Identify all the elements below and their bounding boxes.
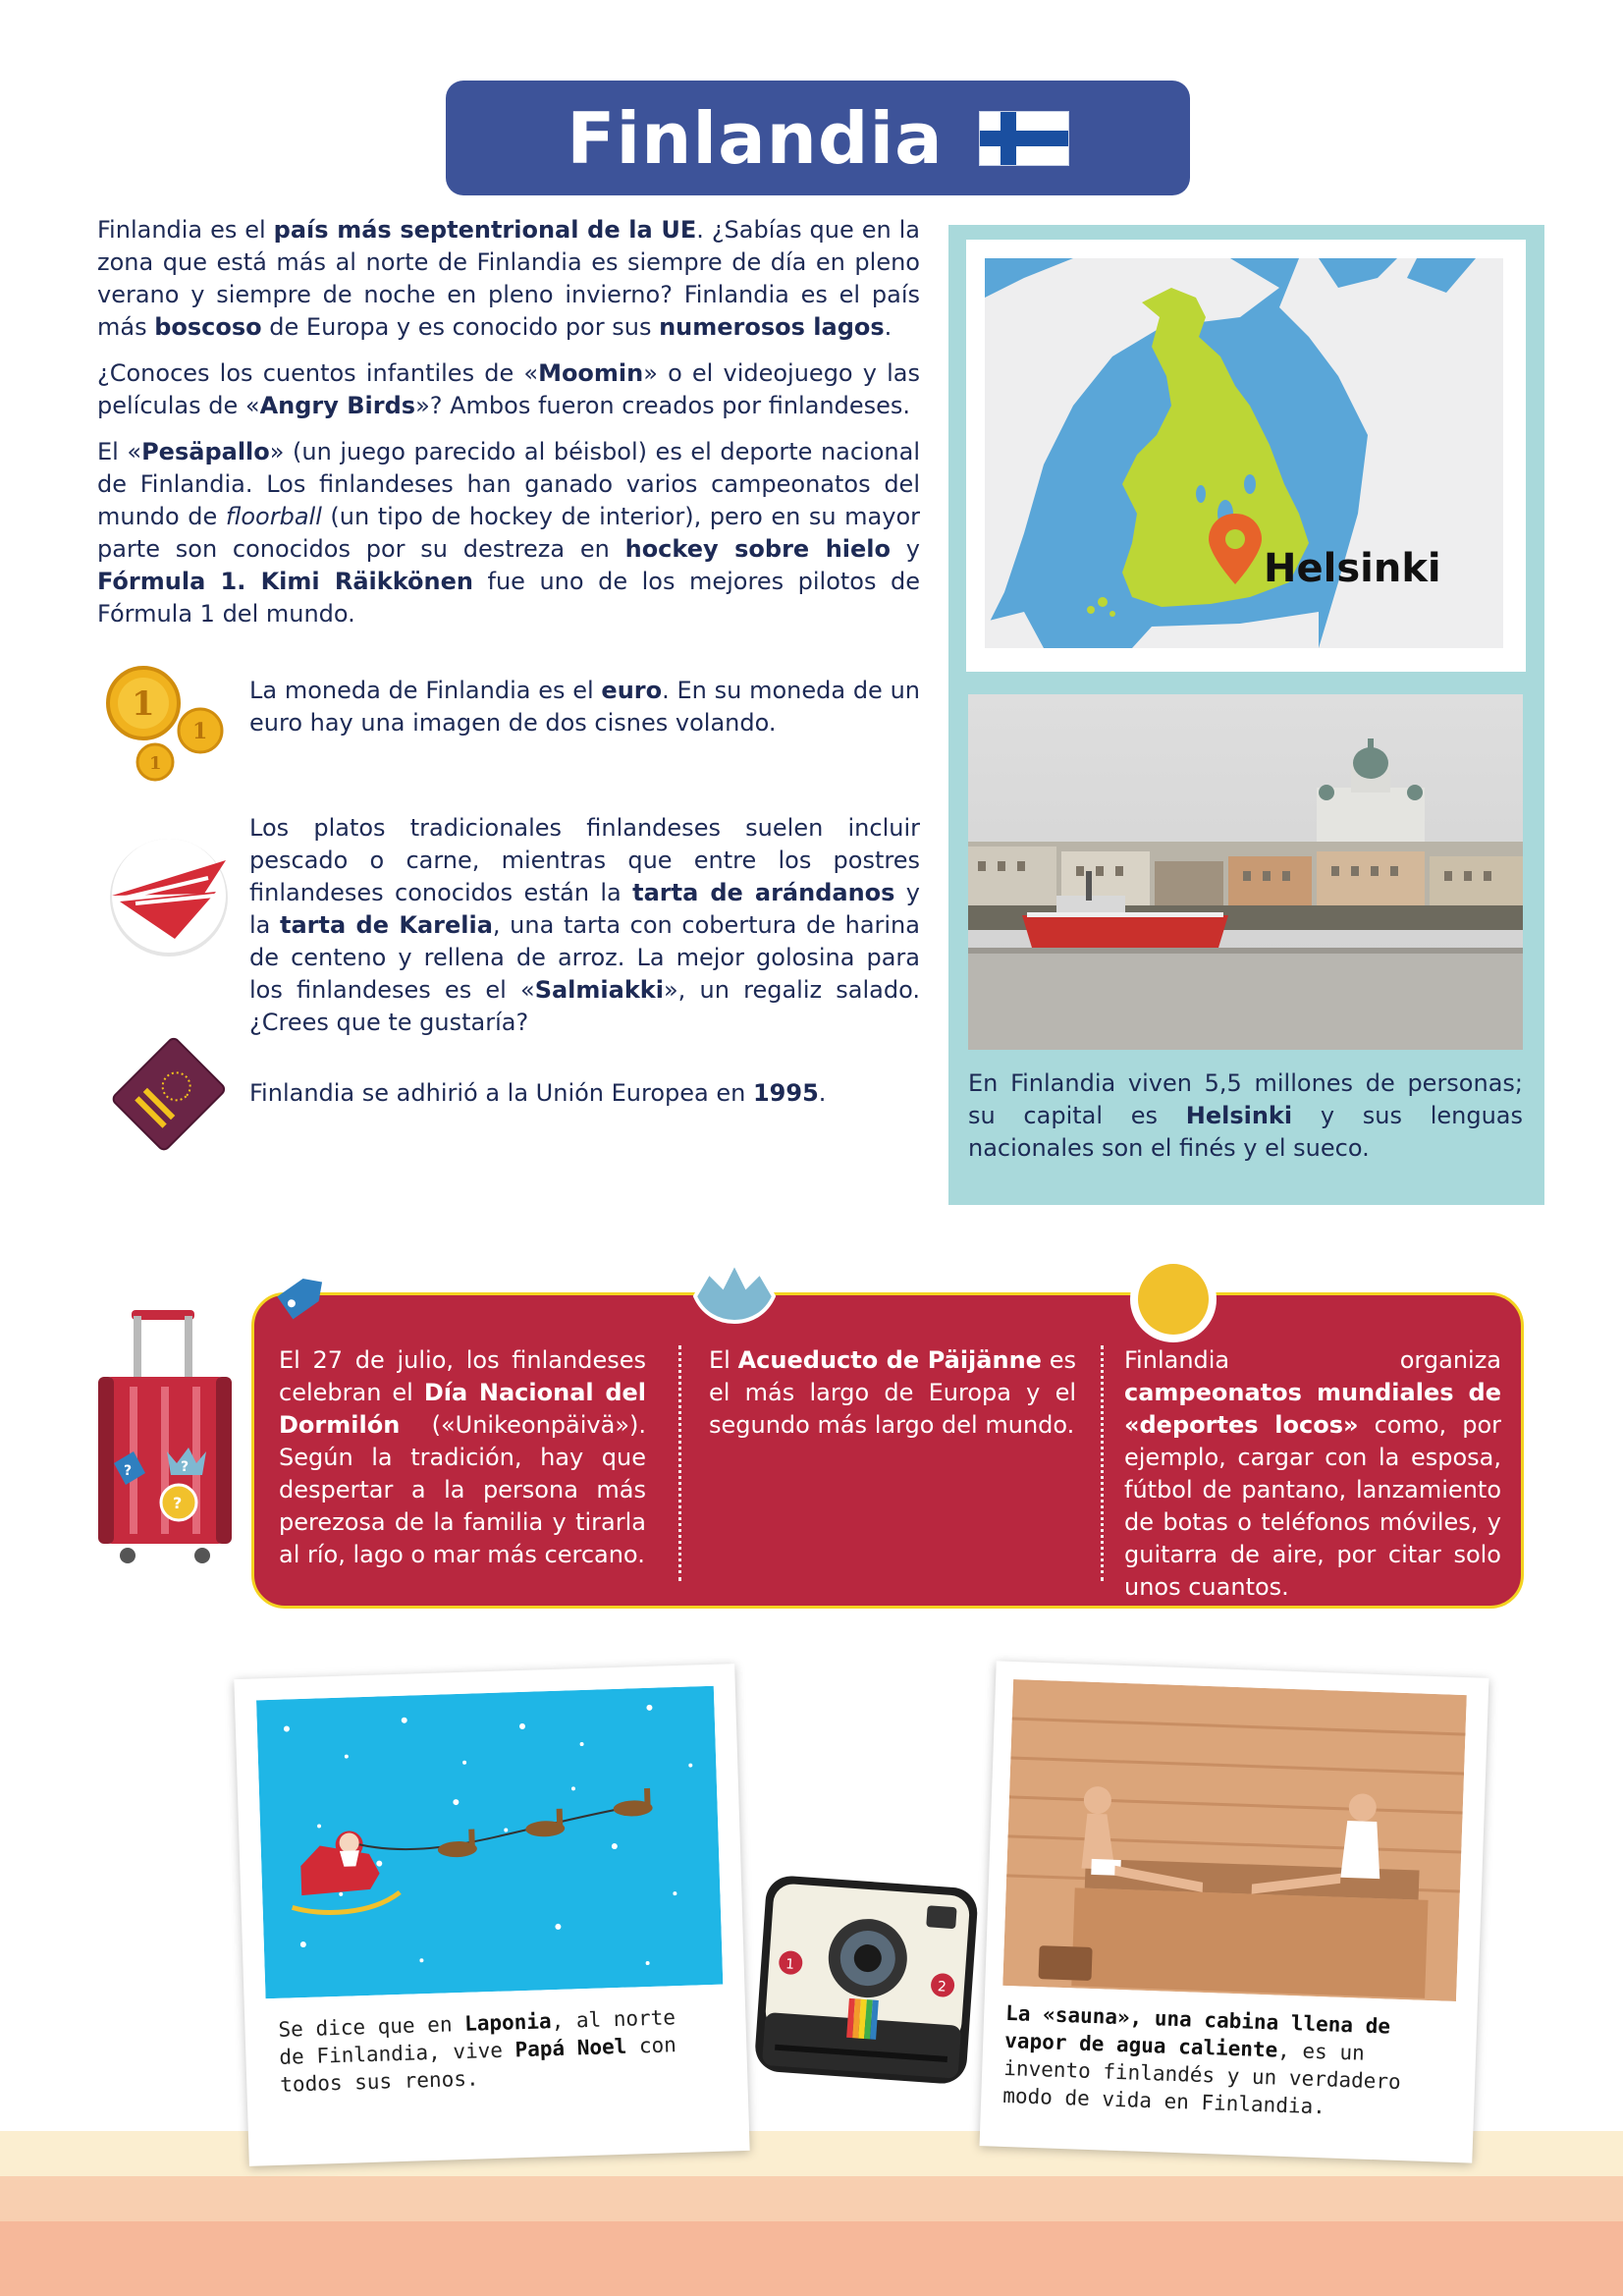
sauna-caption: [1002, 1999, 1458, 2125]
text-run: Finlandia se adhirió a la Unión Europea en: [249, 1079, 753, 1107]
intro-paragraph-3: [97, 436, 920, 630]
text-run: La moneda de Finlandia es el: [249, 677, 602, 704]
text-run: .: [884, 313, 893, 341]
santa-sleigh-illustration: [256, 1686, 723, 1998]
text-run: » (un juego parecido al béisbol) es el deporte nacional de Finlandia. Los finlandeses han ganado varios campeonatos del mundo de: [97, 438, 920, 530]
svg-text:?: ?: [181, 1459, 189, 1475]
bold-text: Salmiakki: [534, 976, 664, 1004]
bold-text: Laponia: [463, 2009, 552, 2036]
bold-text: tarta de Karelia: [280, 911, 493, 939]
svg-text:2: 2: [937, 1979, 947, 1995]
text-run: de Europa y es conocido por sus: [261, 313, 660, 341]
text-run: y sus lenguas nacionales son el finés y el sueco.: [968, 1102, 1523, 1162]
bold-text: boscoso: [154, 313, 262, 341]
sun-badge-icon: [1126, 1252, 1220, 1346]
sauna-illustration: [1002, 1679, 1467, 2001]
text-run: es el más largo de Europa y el segundo más largo del mundo.: [709, 1346, 1076, 1439]
bold-text: Día Nacional del Dormilón: [279, 1379, 647, 1439]
bold-text: euro: [601, 677, 663, 704]
bold-text: La «sauna», una cabina llena de vapor de agua caliente: [1003, 2000, 1391, 2062]
text-run: Los platos tradicionales finlandeses suelen incluir pescado o carne, mientras que entre los postres finlandeses conocidos están la: [249, 814, 920, 906]
text-run: , una tarta con cobertura de harina de centeno y rellena de arroz. La mejor golosina para los finlandeses es el «: [249, 911, 920, 1004]
text-run: El 27 de julio, los finlandeses celebran el: [279, 1346, 646, 1406]
text-run: », un regaliz salado. ¿Crees que te gustaría?: [249, 976, 920, 1036]
text-run: El: [709, 1346, 738, 1374]
text-run: y: [891, 535, 920, 563]
text-run: ¿Conoces los cuentos infantiles de «: [97, 359, 539, 387]
bold-text: Fórmula 1. Kimi Räikkönen: [97, 568, 473, 595]
bold-text: Moomin: [538, 359, 644, 387]
fun-fact-dormilon: [279, 1344, 646, 1571]
text-run: con todos sus renos.: [279, 2033, 677, 2097]
bold-text: hockey sobre hielo: [624, 535, 892, 563]
passport-icon: [110, 1031, 232, 1153]
bold-text: país más septentrional de la UE: [273, 216, 697, 244]
intro-paragraph-1: [97, 214, 920, 344]
text-run: »? Ambos fueron creados por finlandeses.: [415, 392, 911, 419]
population-text: [968, 1067, 1523, 1165]
suitcase-icon: [94, 1306, 236, 1571]
footer-stripe: [0, 2221, 1623, 2296]
column-divider: [678, 1345, 681, 1581]
bold-text: Acueducto de Päijänne: [737, 1346, 1042, 1374]
footer-stripe: [0, 2176, 1623, 2221]
page-title: Finlandia: [567, 96, 944, 180]
text-run: (un tipo de hockey de interior), pero en su mayor parte son conocidos por su destreza en: [97, 503, 921, 563]
text-run: y la: [249, 879, 920, 939]
crown-badge-icon: [687, 1257, 782, 1328]
bold-text: Angry Birds: [259, 392, 416, 419]
text-run: En Finlandia viven 5,5 millones de personas; su capital es: [968, 1069, 1523, 1129]
map-city-label: Helsinki: [1264, 546, 1441, 591]
text-run: .: [818, 1079, 827, 1107]
text-run: («Unikeonpäivä»). Según la tradición, hay que despertar a la persona más perezosa de la familia y tirarla al río, lago o mar más cercano.: [279, 1411, 646, 1568]
text-run: Finlandia es el: [97, 216, 274, 244]
column-divider: [1101, 1345, 1104, 1581]
text-run: . ¿Sabías que en la zona que está más al norte de Finlandia es siempre de día en pleno verano y siempre de noche en pleno invierno? Finlandia es el país más: [97, 216, 920, 341]
currency-text: [249, 675, 920, 739]
finland-flag-icon: [979, 111, 1069, 166]
bold-text: Helsinki: [1185, 1102, 1293, 1129]
svg-text:1: 1: [784, 1956, 795, 1973]
text-run: Finlandia organiza: [1124, 1346, 1501, 1374]
bold-text: numerosos lagos: [659, 313, 885, 341]
polaroid-sauna: [980, 1661, 1489, 2162]
text-run: , es un invento finlandés y un verdadero modo de vida en Finlandia.: [1001, 2038, 1402, 2119]
polaroid-santa: [234, 1664, 749, 2166]
bold-text: 1995: [752, 1079, 819, 1107]
text-run: , al norte de Finlandia, vive: [279, 2005, 676, 2069]
food-tray-icon: [106, 835, 232, 960]
text-run: como, por ejemplo, cargar con la esposa, fútbol de pantano, lanzamiento de botas o teléfonos móviles, y guitarra de aire, por citar solo unos cuantos.: [1124, 1411, 1501, 1601]
tag-icon: [267, 1261, 336, 1330]
bold-text: Papá Noel: [514, 2034, 627, 2062]
italic-text: floorball: [225, 503, 322, 530]
text-run: » o el videojuego y las películas de «: [97, 359, 920, 419]
intro-paragraph-2: [97, 357, 920, 422]
bold-text: Pesäpallo: [141, 438, 270, 465]
svg-text:1: 1: [192, 719, 208, 744]
fun-fact-acueducto: [709, 1344, 1076, 1442]
fun-fact-deportes-locos: [1124, 1344, 1501, 1604]
euro-coins-icon: [102, 660, 230, 788]
text-run: fue uno de los mejores pilotos de Fórmula 1 del mundo.: [97, 568, 920, 628]
instant-camera-icon: [750, 1872, 982, 2096]
title-banner: [446, 81, 1190, 195]
svg-text:?: ?: [173, 1494, 183, 1512]
text-run: Se dice que en: [278, 2011, 465, 2042]
svg-text:1: 1: [149, 753, 162, 774]
text-run: El «: [97, 438, 142, 465]
food-text: [249, 812, 920, 1039]
svg-text:1: 1: [132, 684, 155, 724]
helsinki-harbor-photo: [968, 694, 1523, 1050]
text-run: . En su moneda de un euro hay una imagen de dos cisnes volando.: [249, 677, 920, 737]
eu-text: [249, 1077, 920, 1110]
santa-caption: [278, 2002, 712, 2099]
bold-text: campeonatos mundiales de «deportes locos»: [1124, 1379, 1501, 1439]
intro-text: [97, 214, 920, 644]
bold-text: tarta de arándanos: [632, 879, 895, 906]
svg-text:?: ?: [124, 1463, 133, 1479]
